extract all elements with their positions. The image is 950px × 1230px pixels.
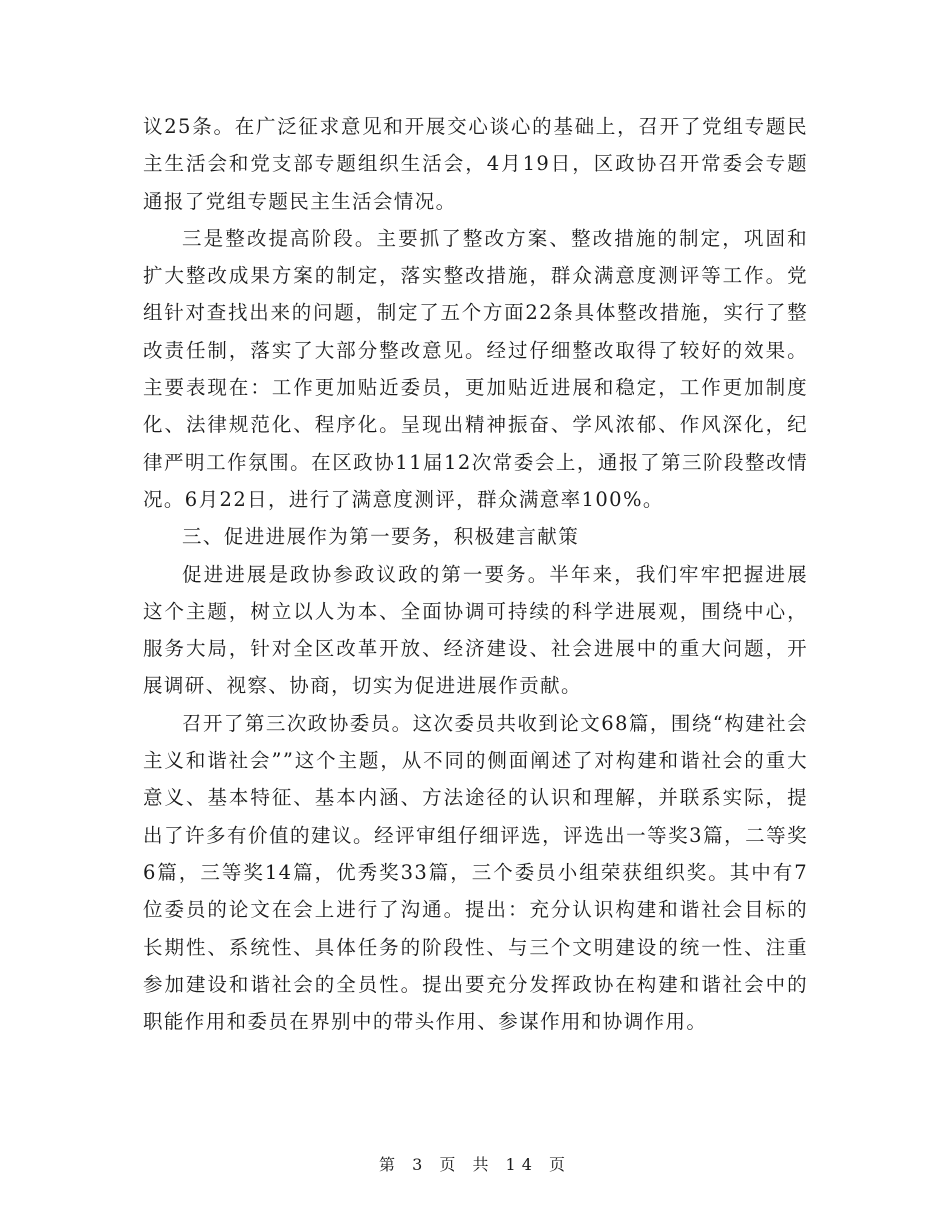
- paragraph-4: 召开了第三次政协委员。这次委员共收到论文68篇，围绕“构建社会主义和谐社会””这个主题，从不同的侧面阐述了对构建和谐社会的重大意义、基本特征、基本内涵、方法途径的认识和理解，并联系实际，提出了许多有价值的建议。经评审组仔细评选，评选出一等奖3篇，二等奖6篇，三等奖14篇，优秀奖33篇，三个委员小组荣获组织奖。其中有7位委员的论文在会上进行了沟通。提出：充分认识构建和谐社会目标的长期性、系统性、具体任务的阶段性、与三个文明建设的统一性、注重参加建设和谐社会的全员性。提出要充分发挥政协在构建和谐社会中的职能作用和委员在界别中的带头作用、参谋作用和协调作用。: [143, 711, 808, 1034]
- section-heading: 三、促进进展作为第一要务，积极建言献策: [182, 525, 580, 549]
- paragraph-2: 三是整改提高阶段。主要抓了整改方案、整改措施的制定，巩固和扩大整改成果方案的制定，落实整改措施，群众满意度测评等工作。党组针对查找出来的问题，制定了五个方面22条具体整改措施，实行了整改责任制，落实了大部分整改意见。经过仔细整改取得了较好的效果。主要表现在：工作更加贴近委员，更加贴近进展和稳定，工作更加制度化、法律规范化、程序化。呈现出精神振奋、学风浓郁、作风深化，纪律严明工作氛围。在区政协11届12次常委会上，通报了第三阶段整改情况。6月22日，进行了满意度测评，群众满意率100%。: [143, 226, 808, 511]
- paragraph-1: 议25条。在广泛征求意见和开展交心谈心的基础上，召开了党组专题民主生活会和党支部专题组织生活会，4月19日，区政协召开常委会专题通报了党组专题民主生活会情况。: [143, 115, 808, 213]
- paragraph-3: 促进进展是政协参政议政的第一要务。半年来，我们牢牢把握进展这个主题，树立以人为本、全面协调可持续的科学进展观，围绕中心，服务大局，针对全区改革开放、经济建设、社会进展中的重大问题，开展调研、视察、协商，切实为促进进展作贡献。: [143, 562, 808, 698]
- document-body: [143, 108, 808, 1040]
- page-number-footer: 第 3 页 共 14 页: [379, 1155, 571, 1174]
